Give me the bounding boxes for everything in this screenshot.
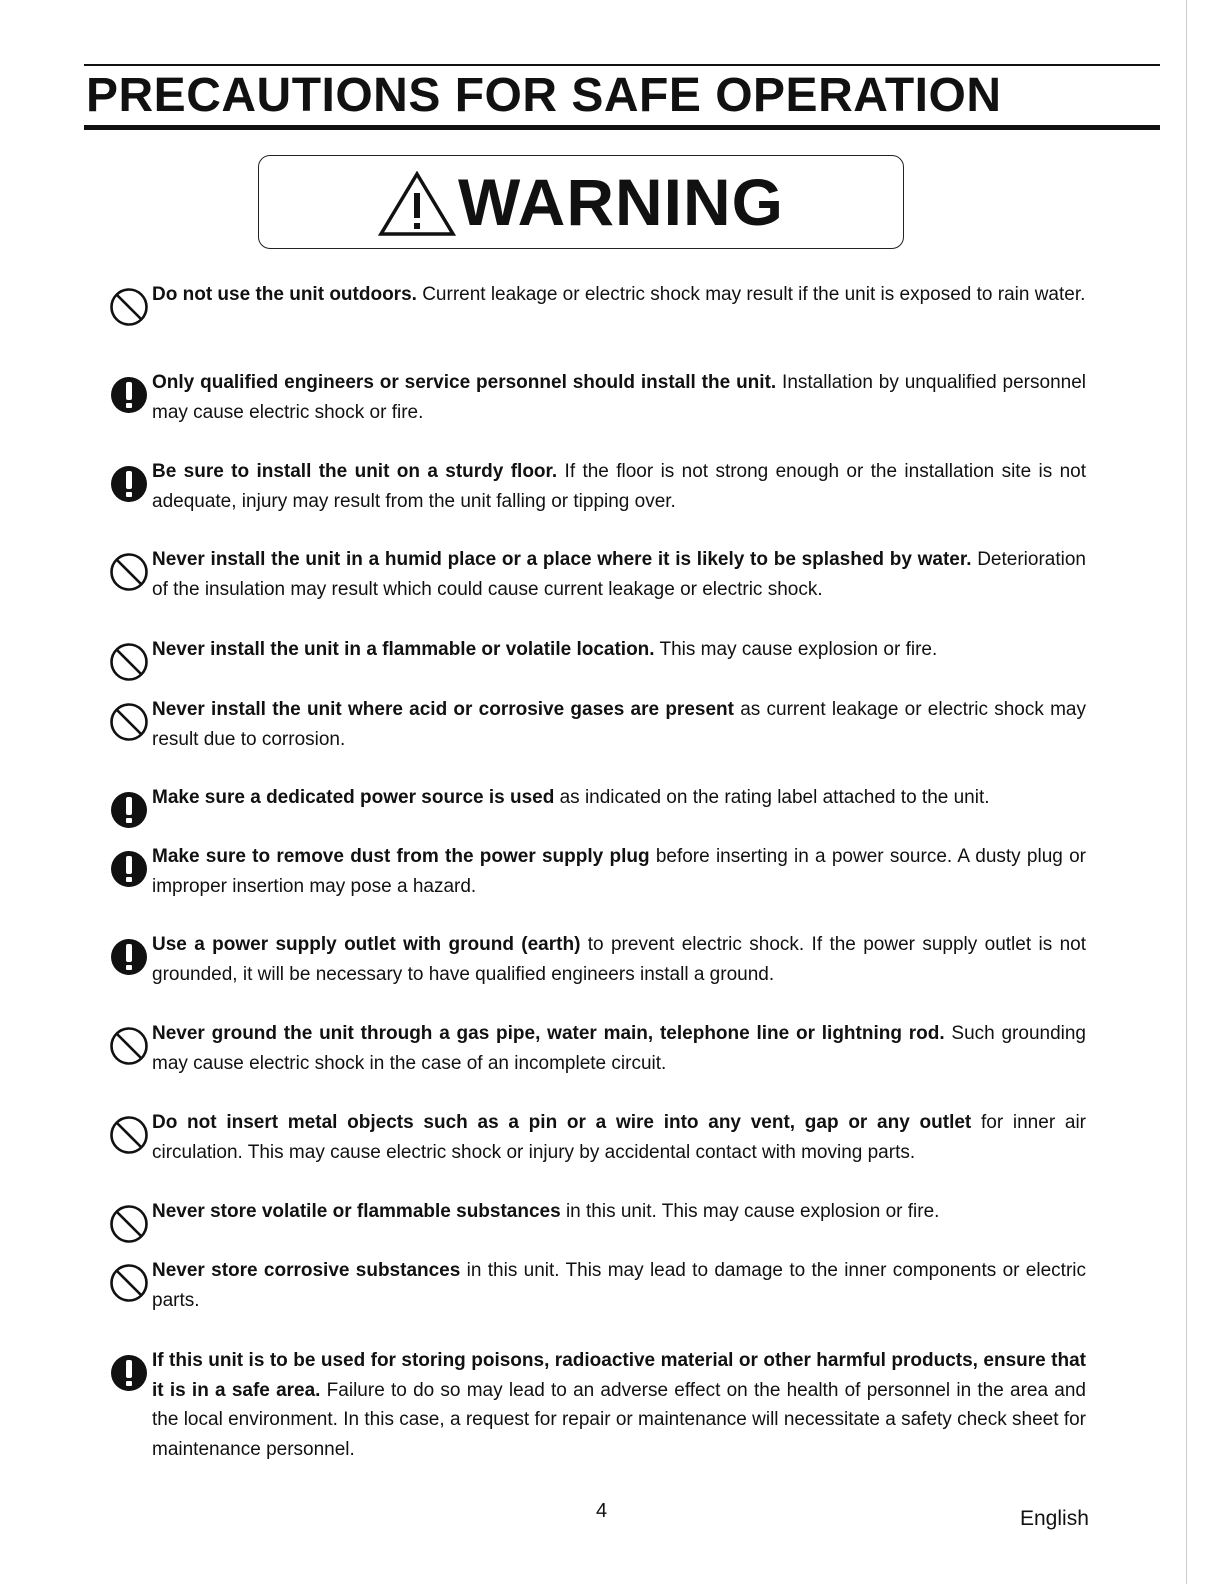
prohibition-icon xyxy=(108,1203,150,1245)
precaution-item xyxy=(152,842,1086,901)
language-label: English xyxy=(1020,1507,1089,1530)
precaution-item xyxy=(152,1108,1086,1167)
precaution-text: in this unit. This may cause explosion or fire. xyxy=(560,1201,940,1222)
precaution-text: Installation by unqualified personnel may cause electric shock or fire. xyxy=(152,372,1086,423)
prohibition-icon xyxy=(108,641,150,683)
warning-triangle-icon xyxy=(378,171,456,237)
precaution-heading: Only qualified engineers or service personnel should install the unit. xyxy=(152,372,777,393)
precaution-item xyxy=(152,930,1086,989)
mandatory-icon xyxy=(108,374,150,416)
page-title: PRECAUTIONS FOR SAFE OPERATION xyxy=(86,69,1002,122)
precaution-heading: Do not insert metal objects such as a pin or a wire into any vent, gap or any outlet xyxy=(152,1112,972,1133)
precaution-item xyxy=(152,1346,1086,1464)
precaution-text: in this unit. This may lead to damage to the inner components or electric parts. xyxy=(152,1260,1086,1311)
title-rule-bottom xyxy=(84,125,1160,130)
precaution-text: for inner air circulation. This may cause electric shock or injury by accidental contact with moving parts. xyxy=(152,1112,1086,1163)
precaution-item xyxy=(152,368,1086,427)
prohibition-icon xyxy=(108,286,150,328)
precaution-text: as indicated on the rating label attached to the unit. xyxy=(554,787,990,808)
precaution-item xyxy=(152,457,1086,516)
mandatory-icon xyxy=(108,936,150,978)
precaution-text: Deterioration of the insulation may result which could cause current leakage or electric shock. xyxy=(152,549,1086,600)
prohibition-icon xyxy=(108,1262,150,1304)
warning-label: WARNING xyxy=(458,165,784,239)
precaution-heading: Never ground the unit through a gas pipe, water main, telephone line or lightning rod. xyxy=(152,1023,945,1044)
precaution-heading: Make sure a dedicated power source is used xyxy=(152,787,555,808)
precaution-text: This may cause explosion or fire. xyxy=(654,639,938,660)
warning-banner xyxy=(258,155,904,249)
precaution-item xyxy=(152,1019,1086,1078)
precaution-text: Current leakage or electric shock may result if the unit is exposed to rain water. xyxy=(416,284,1086,305)
mandatory-icon xyxy=(108,463,150,505)
prohibition-icon xyxy=(108,1025,150,1067)
precaution-text: to prevent electric shock. If the power supply outlet is not grounded, it will be necessary to have qualified engineers install a ground. xyxy=(152,934,1086,985)
precaution-item xyxy=(152,280,1086,310)
precaution-item xyxy=(152,1197,1086,1227)
precaution-item xyxy=(152,545,1086,604)
precaution-heading: Never install the unit where acid or corrosive gases are present xyxy=(152,699,734,720)
precaution-heading: If this unit is to be used for storing poisons, radioactive material or other harmful products, ensure that it is in a safe area. xyxy=(152,1350,1086,1401)
precaution-text: as current leakage or electric shock may result due to corrosion. xyxy=(152,699,1086,750)
mandatory-icon xyxy=(108,789,150,831)
precaution-heading: Never install the unit in a humid place or a place where it is likely to be splashed by water. xyxy=(152,549,972,570)
prohibition-icon xyxy=(108,1114,150,1156)
precaution-text: Such grounding may cause electric shock in the case of an incomplete circuit. xyxy=(152,1023,1086,1074)
precaution-heading: Be sure to install the unit on a sturdy floor. xyxy=(152,461,558,482)
prohibition-icon xyxy=(108,551,150,593)
precaution-heading: Use a power supply outlet with ground (earth) xyxy=(152,934,581,955)
precaution-item xyxy=(152,635,1086,665)
title-rule-top xyxy=(84,64,1160,66)
page-number: 4 xyxy=(596,1500,608,1522)
mandatory-icon xyxy=(108,848,150,890)
mandatory-icon xyxy=(108,1352,150,1394)
precaution-heading: Never store corrosive substances xyxy=(152,1260,461,1281)
page-edge-shadow xyxy=(1186,0,1187,1584)
precaution-item xyxy=(152,695,1086,754)
precaution-item xyxy=(152,783,1086,813)
precaution-heading: Never store volatile or flammable substances xyxy=(152,1201,561,1222)
precaution-text: If the floor is not strong enough or the installation site is not adequate, injury may result from the unit falling or tipping over. xyxy=(152,461,1086,512)
precaution-heading: Never install the unit in a flammable or volatile location. xyxy=(152,639,655,660)
precaution-heading: Do not use the unit outdoors. xyxy=(152,284,417,305)
precaution-item xyxy=(152,1256,1086,1315)
precaution-text: Failure to do so may lead to an adverse effect on the health of personnel in the area and the local environment. In this case, a request for repair or maintenance will necessitate a safety check sheet for maintenance personnel. xyxy=(152,1379,1086,1460)
precaution-text: before inserting in a power source. A dusty plug or improper insertion may pose a hazard. xyxy=(152,846,1086,897)
prohibition-icon xyxy=(108,701,150,743)
precaution-heading: Make sure to remove dust from the power supply plug xyxy=(152,846,650,867)
